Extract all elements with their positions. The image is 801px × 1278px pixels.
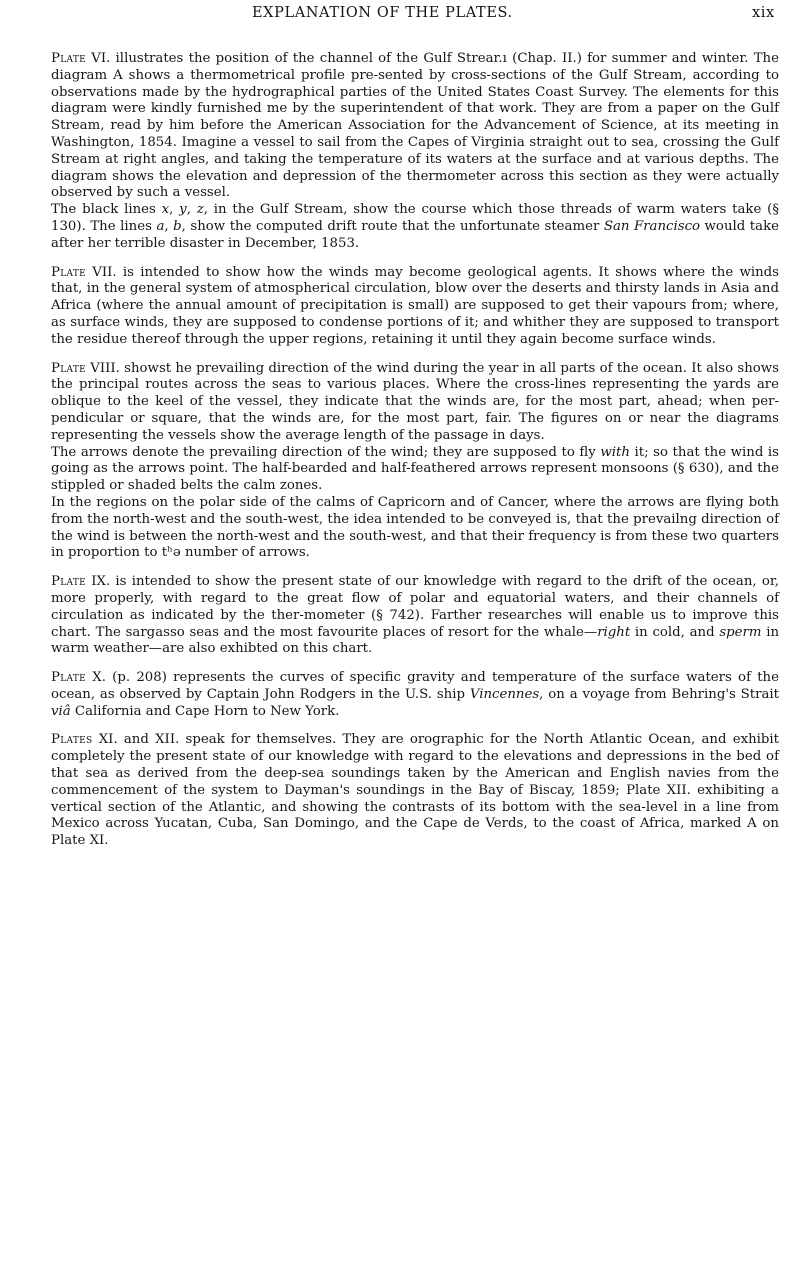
paragraph-gulf-stream-lines (51, 202, 779, 252)
paragraph-text: VIII. showst he prevailing direction of the wind during the year in all parts of the ocean. It also shows the principal routes across the seas to various places. Where the cross-lines representing the yards are oblique to the keel of the vessel, they indicate that the winds are, for the most part, ahead; when per-pendicular or square, that the winds are, for the most part, fair. The figures on or near the diagrams representing the vessels show the average length of the passage in days. (51, 360, 779, 443)
italic-text: y (179, 202, 187, 218)
paragraph-text: XI. and XII. speak for themselves. They are orographic for the North Atlantic Ocean, and exhibit completely the present state of our knowledge with regard to the elevations and depressions in the bed of that sea as derived from the deep-sea soundings taken by the American and English navies from the commencement of the system to Dayman's soundings in the Bay of Biscay, 1859; Plate XII. exhibiting a vertical section of the Atlantic, and showing the contrasts of its bottom with the sea-level in a line from Mexico across Yucatan, Cuba, San Domingo, and the Cape de Verds, to the coast of Africa, marked A on Plate XI. (51, 732, 779, 849)
paragraph-text: IX. is intended to show the present state of our knowledge with regard to the drift of the ocean, or, more properly, with regard to the great flow of polar and equatorial waters, and their channels of circulation as indicated by the ther-mometer (§ 742). Farther researches will enable us to improve this chart. The sargasso seas and the most favourite places of resort for the whale— (51, 574, 779, 640)
paragraph-text: it; so that the wind is going as the arrows point. The half-bearded and half-feathered arrows represent monsoons (§ 630), and the stippled or shaded belts the calm zones. (51, 444, 779, 494)
paragraph-plates-xi-xii (51, 732, 779, 850)
paragraph-text: The arrows denote the prevailing direction of the wind; they are supposed to fly (51, 444, 601, 460)
paragraph-text: , (164, 218, 174, 234)
paragraph-plate-x (51, 670, 779, 720)
paragraph-text: VI. illustrates the position of the channel of the Gulf Strear.ı (Chap. II.) for summer and winter. The diagram A shows a thermometrical profile pre-sented by cross-sections of the Gulf Stream, according to observations made by the hydrographical parties of the United States Coast Survey. The elements for this diagram were kindly furnished me by the superintendent of that work. They are from a paper on the Gulf Stream, read by him before the American Association for the Advancement of Science, at its meeting in Washington, 1854. Imagine a vessel to sail from the Capes of Virginia straight out to sea, crossing the Gulf Stream at right angles, and taking the temperature of its waters at the surface and at various depths. The diagram shows the elevation and depression of the thermometer across this section as they were actually observed by such a vessel. (51, 51, 779, 201)
plate-label: Plate (51, 670, 87, 686)
body-text (51, 51, 779, 850)
paragraph-text: , show the computed drift route that the unfortunate steamer (181, 218, 604, 234)
paragraph-text: , (169, 202, 180, 218)
plate-label: Plate (51, 360, 87, 376)
paragraph-text: X. (p. 208) represents the curves of specific gravity and temperature of the surface waters of the ocean, as observed by Captain John Rodgers in the U.S. ship (51, 670, 779, 702)
italic-text: with (600, 444, 630, 460)
italic-text: right (597, 624, 631, 640)
page-number: xix (752, 5, 775, 21)
running-head (0, 3, 801, 33)
italic-text: a (156, 218, 165, 234)
paragraph-text: , on a voyage from Behring's Strait (539, 686, 780, 702)
paragraph-text: , (186, 202, 197, 218)
paragraph-text: California and Cape Horn to New York. (70, 703, 340, 719)
running-head-title: EXPLANATION OF THE PLATES. (252, 5, 513, 21)
paragraph-arrows (51, 445, 779, 495)
italic-text: x (161, 202, 170, 218)
ship-name: San Francisco (603, 218, 701, 234)
paragraph-plate-viii (51, 361, 779, 445)
italic-text: viâ (51, 703, 71, 719)
ship-name: Vincennes (469, 686, 540, 702)
italic-text: sperm (719, 624, 762, 640)
plate-label: Plate (51, 574, 87, 590)
paragraph-text: would take after her terrible disaster in December, 1853. (51, 218, 779, 251)
paragraph-text: in warm weather—are also exhibted on this chart. (51, 624, 780, 657)
italic-text: b (173, 218, 182, 234)
plate-label: Plates (51, 732, 93, 748)
plate-label: Plate (51, 51, 87, 66)
plate-label: Plate (51, 264, 87, 280)
paragraph-plate-vi (51, 51, 779, 202)
paragraph-plate-vii (51, 265, 779, 349)
paragraph-text: , in the Gulf Stream, show the course which those threads of warm waters take (§ 130). The lines (51, 202, 779, 234)
paragraph-text: in cold, and (630, 624, 720, 640)
paragraph-plate-ix (51, 574, 779, 658)
italic-text: z (196, 202, 204, 218)
paragraph-polar-regions (51, 495, 779, 562)
paragraph-text: In the regions on the polar side of the calms of Capricorn and of Cancer, where the arrows are flying both from the north-west and the south-west, the idea intended to be conveyed is, that the prevailng direction of the wind is between the north-west and the south-west, and that their frequency is from these two quarters in proportion to tʰə number of arrows. (51, 494, 779, 561)
paragraph-text: VII. is intended to show how the winds may become geological agents. It shows where the winds that, in the general system of atmospherical circulation, blow over the deserts and thirsty lands in Asia and Africa (where the annual amount of precipitation is small) are supposed to get their vapours from; where, as surface winds, they are supposed to condense portions of it; and whither they are supposed to transport the residue thereof through the upper regions, retaining it until they again become surface winds. (51, 264, 779, 347)
paragraph-text: The black lines (51, 202, 162, 218)
